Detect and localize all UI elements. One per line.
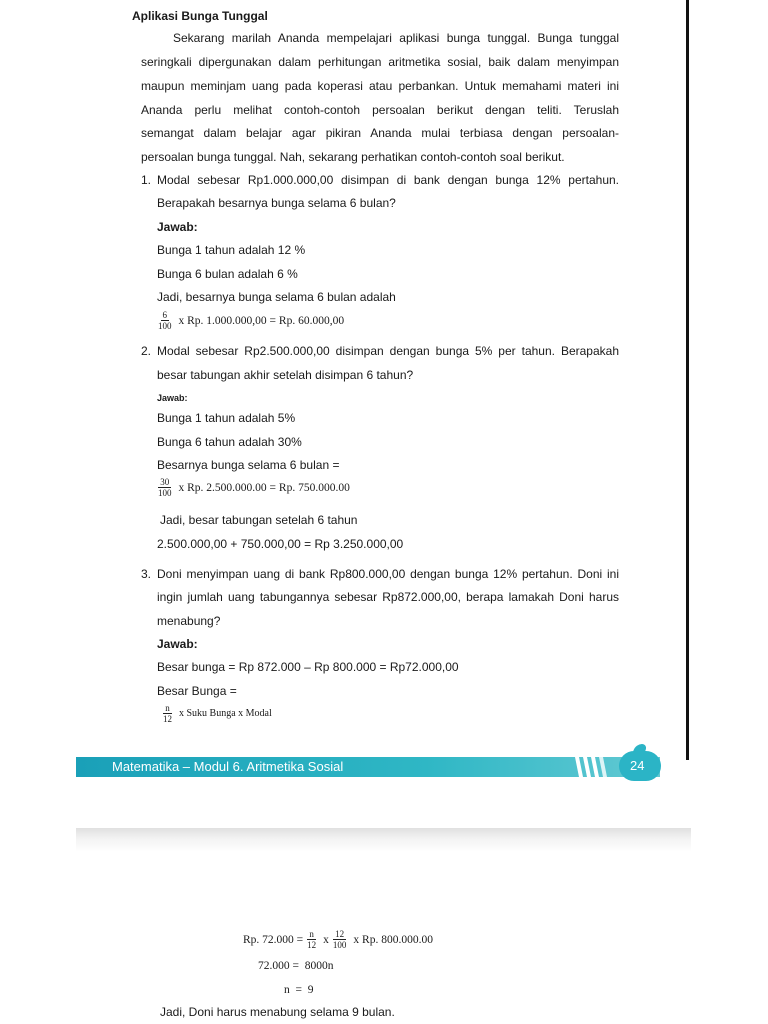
fraction: $\frac{n}{12}$ <box>163 703 172 724</box>
page-edge-rule <box>686 0 689 760</box>
section-heading: Aplikasi Bunga Tunggal <box>132 9 268 23</box>
example-number: 3. <box>141 567 152 581</box>
example-number: 1. <box>141 173 152 187</box>
answer-step: Bunga 1 tahun adalah 12 % <box>157 243 306 257</box>
intro-line: semangat dalam belajar agar pikiran Ananda mulai terbiasa dengan persoalan- <box>141 126 619 140</box>
answer-step: Bunga 1 tahun adalah 5% <box>157 411 296 425</box>
answer-step: Bunga 6 tahun adalah 30% <box>157 435 302 449</box>
equation-line: 72.000 = 8000n <box>258 960 334 972</box>
answer-step: Jadi, besarnya bunga selama 6 bulan adalah <box>157 290 396 304</box>
footer-title: Matematika – Modul 6. Aritmetika Sosial <box>112 759 344 774</box>
answer-step: Besar Bunga = <box>157 684 237 698</box>
answer-label: Jawab: <box>157 220 198 234</box>
example-question-line: Doni menyimpan uang di bank Rp800.000,00 dengan bunga 12% pertahun. Doni ini <box>157 567 619 581</box>
intro-line: Ananda perlu melihat contoh-contoh persoalan berikut dengan teliti. Teruslah <box>141 103 619 117</box>
example-number: 2. <box>141 344 152 358</box>
intro-line: persoalan bunga tunggal. Nah, sekarang perhatikan contoh-contoh soal berikut. <box>141 150 565 164</box>
conclusion-text: Jadi, besar tabungan setelah 6 tahun <box>160 513 358 527</box>
page-break-shadow <box>76 828 691 852</box>
fraction: $\frac{6}{100}$ <box>158 310 172 331</box>
intro-line: seringkali dipergunakan dalam perhitungan aritmetika sosial, baik dalam menyimpan <box>141 55 619 69</box>
fraction: $\frac{12}{100}$ <box>332 929 347 950</box>
answer-step: Besarnya bunga selama 6 bulan = <box>157 458 340 472</box>
example-question-line: Berapakah besarnya bunga selama 6 bulan? <box>157 196 396 210</box>
fraction: $\frac{n}{12}$ <box>307 929 317 950</box>
fraction: $\frac{30}{100}$ <box>158 477 172 498</box>
total-text: 2.500.000,00 + 750.000,00 = Rp 3.250.000,00 <box>157 537 404 551</box>
intro-line: maupun meminjam uang pada koperasi atau perbankan. Untuk memahami materi ini <box>141 79 619 93</box>
answer-label: Jawab: <box>157 637 198 651</box>
stripes-decoration <box>573 757 613 777</box>
answer-step: Besar bunga = Rp 872.000 – Rp 800.000 = Rp72.000,00 <box>157 660 459 674</box>
formula: $\frac{30}{100}$ x Rp. 2.500.000.00 = Rp. 750.000.00 <box>158 477 350 498</box>
example-question-line: menabung? <box>157 614 221 628</box>
answer-label: Jawab: <box>157 393 188 403</box>
equation-line: Rp. 72.000 = $\frac{n}{12}$ x $\frac{12}{100}$ x Rp. 800.000.00 <box>243 929 433 950</box>
formula: $\frac{n}{12}$ x Suku Bunga x Modal <box>163 703 272 724</box>
formula: $\frac{6}{100}$ x Rp. 1.000.000,00 = Rp. 60.000,00 <box>158 310 345 331</box>
example-question-line: Modal sebesar Rp2.500.000,00 disimpan dengan bunga 5% per tahun. Berapakah <box>157 344 619 358</box>
page-number: 24 <box>630 758 645 773</box>
example-question-line: ingin jumlah uang tabungannya sebesar Rp872.000,00, berapa lamakah Doni harus <box>157 590 619 604</box>
example-question-line: Modal sebesar Rp1.000.000,00 disimpan di bank dengan bunga 12% pertahun. <box>157 173 619 187</box>
equation-line: n = 9 <box>284 984 314 996</box>
example-question-line: besar tabungan akhir setelah disimpan 6 tahun? <box>157 368 414 382</box>
intro-line: Sekarang marilah Ananda mempelajari aplikasi bunga tunggal. Bunga tunggal <box>173 31 619 45</box>
answer-step: Bunga 6 bulan adalah 6 % <box>157 267 298 281</box>
conclusion-text: Jadi, Doni harus menabung selama 9 bulan. <box>160 1005 395 1019</box>
